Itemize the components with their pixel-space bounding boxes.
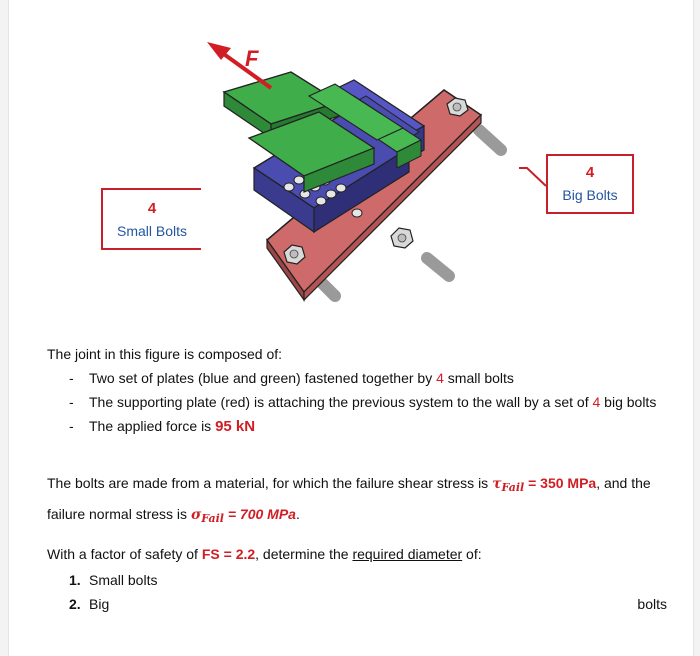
small-bolts-label: Small Bolts [116, 223, 188, 239]
small-bolt-count: 4 [436, 370, 444, 386]
big-bolts-callout [546, 154, 634, 214]
force-arrow [207, 42, 271, 88]
force-label: F [245, 46, 259, 71]
list-item: - The supporting plate (red) is attaching the previous system to the wall by a set of 4 big bolts [47, 390, 677, 414]
required-diameter: required diameter [352, 546, 463, 562]
small-bolts-callout [101, 188, 201, 250]
normal-stress-value: = 700 MPa [223, 506, 296, 522]
big-bolts-leader [519, 168, 546, 186]
intro-text: The joint in this figure is composed of: [47, 346, 283, 362]
tau-symbol: τ [492, 476, 502, 492]
document-page [8, 0, 694, 656]
big-bolt-count: 4 [592, 394, 601, 410]
list-item: 1. Small bolts [69, 572, 158, 588]
component-list [47, 366, 677, 438]
list-item: - The applied force is 95 kN [47, 414, 677, 438]
material-paragraph: The bolts are made from a material, for which the failure shear stress is $\tau_{Fail} = 350$ MPa, and the failure normal stress is $\sigma_{Fail} = 700$ MPa. [47, 475, 651, 525]
shear-stress-value: = 350 MPa [524, 475, 597, 491]
factor-of-safety: FS = 2.2 [201, 546, 256, 562]
small-bolts-count: 4 [147, 200, 157, 217]
list-item: - Two set of plates (blue and green) fastened together by 4 small bolts [47, 366, 677, 390]
list-item: 2. Big bolts [69, 596, 667, 612]
big-bolts-label: Big Bolts [562, 187, 618, 203]
big-bolts-count: 4 [585, 164, 595, 181]
question-text: With a factor of safety of FS = 2.2, determine the required diameter of: [47, 546, 482, 562]
sigma-symbol: σ [190, 507, 202, 523]
answer-list [47, 568, 677, 616]
big-bolt-head [391, 228, 413, 248]
applied-force-value: 95 kN [215, 418, 256, 435]
